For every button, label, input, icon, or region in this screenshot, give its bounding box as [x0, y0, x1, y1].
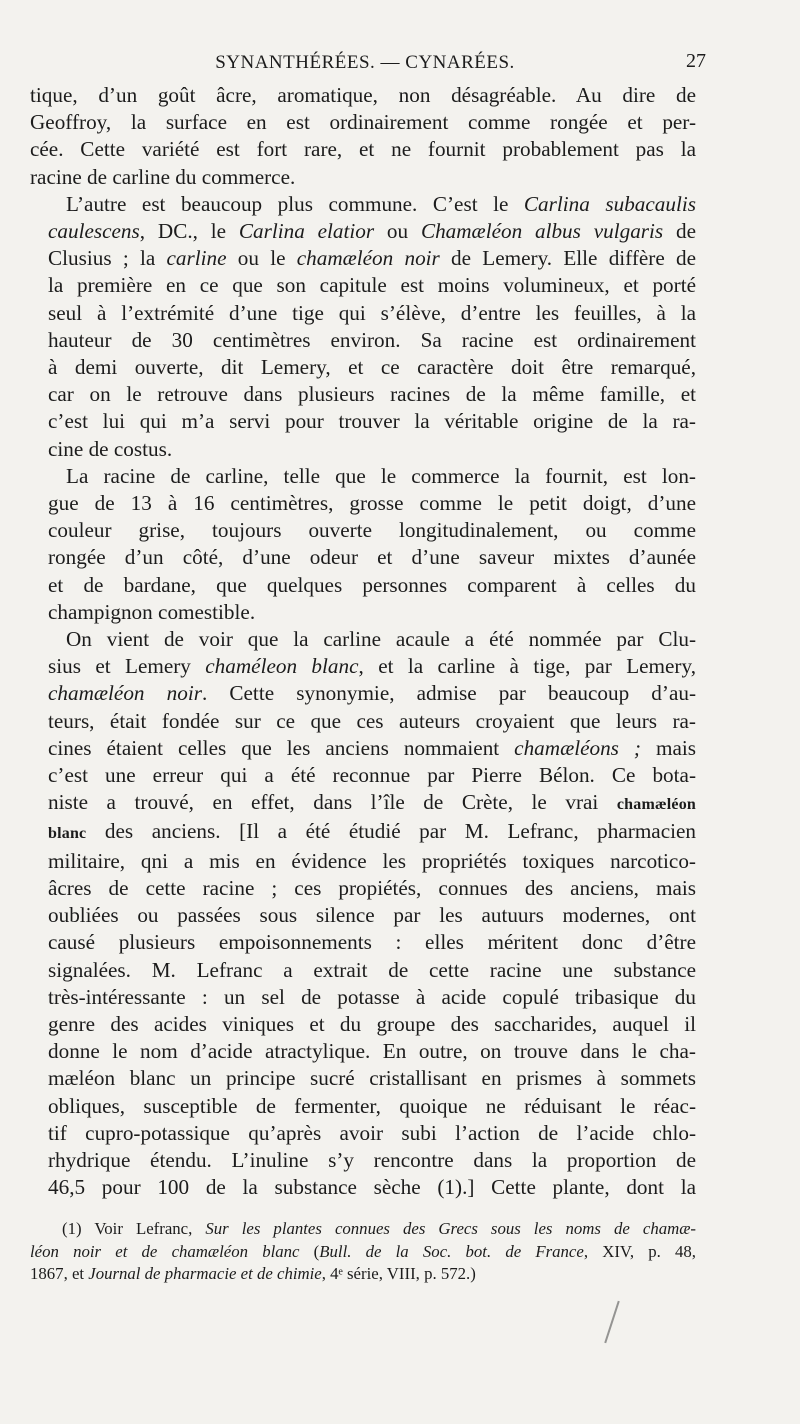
text-line [30, 818, 696, 847]
text-line: cée. Cette variété est fort rare, et ne fournit probablement pas la [30, 137, 696, 162]
italic-term: Chamæléon albus vulgaris [420, 219, 664, 244]
text-line [30, 1218, 696, 1241]
text-segment: , XIV, p. 48, [583, 1241, 696, 1261]
bold-term: blanc [48, 825, 87, 843]
text-segment: , DC., le [139, 219, 239, 244]
running-header [30, 48, 706, 78]
text-line: et de bardane, que quelques personnes comparent à celles du [48, 572, 696, 597]
text-segment: , et la carline à tige, par Lemery, [358, 654, 696, 679]
text-segment: de [663, 219, 696, 244]
text-line: genre des acides viniques et du groupe des saccharides, auquel il [48, 1011, 696, 1036]
text-segment: ou le [226, 246, 297, 271]
text-segment: cines étaient celles que les anciens nommaient [48, 735, 515, 760]
text-segment: mais [640, 735, 696, 760]
body-text [30, 82, 696, 1201]
text-segment: niste a trouvé, en effet, dans l’île de Crète, le vrai [48, 790, 617, 815]
text-segment: L’autre est beaucoup plus commune. C’est le [66, 191, 524, 216]
text-line: très-intéressante : un sel de potasse à acide copulé tribasique du [48, 984, 696, 1009]
text-segment: ou [374, 219, 421, 244]
italic-term: Sur les plantes connues des Grecs sous les noms de chamæ- [205, 1219, 696, 1238]
text-line [30, 1263, 696, 1286]
text-line: tif cupro-potassique qu’après avoir subi l’action de l’acide chlo- [48, 1120, 696, 1145]
text-segment: de Lemery. Elle diffère de [439, 246, 697, 271]
text-line: mæléon blanc un principe sucré cristallisant en prismes à sommets [48, 1066, 696, 1091]
text-segment: 1867, et [30, 1264, 89, 1283]
text-line [30, 245, 696, 272]
text-segment: sius et Lemery [48, 654, 206, 679]
text-line [30, 191, 696, 218]
text-line: gue de 13 à 16 centimètres, grosse comme le petit doigt, d’une [48, 491, 696, 516]
text-line [30, 218, 696, 245]
text-line: signalées. M. Lefranc a extrait de cette racine une substance [48, 957, 696, 982]
pencil-mark [604, 1301, 619, 1343]
italic-term: chamæléons ; [514, 735, 641, 760]
text-line: Geoffroy, la surface en est ordinairement comme rongée et per- [30, 110, 696, 135]
italic-term: Carlina elatior [238, 219, 375, 244]
text-line: tique, d’un goût âcre, aromatique, non désagréable. Au dire de [30, 83, 696, 107]
bold-term: chamæléon [616, 796, 696, 814]
text-line [30, 680, 696, 707]
text-line: 46,5 pour 100 de la substance sèche (1).] Cette plante, dont la [48, 1175, 696, 1200]
text-line: c’est lui qui m’a servi pour trouver la véritable origine de la ra- [48, 409, 696, 434]
text-line: teurs, était fondée sur ce que ces auteurs croyaient que leurs ra- [48, 708, 696, 733]
text-line: rhydrique étendu. L’inuline s’y rencontre dans la proportion de [48, 1147, 696, 1172]
text-line: causé plusieurs empoisonnements : elles méritent donc d’être [48, 930, 696, 955]
italic-term: Bull. de la Soc. bot. de France [319, 1241, 584, 1261]
text-segment: Clusius ; la [48, 246, 167, 271]
paragraph [30, 626, 696, 1201]
text-line: hauteur de 30 centimètres environ. Sa racine est ordinairement [48, 327, 696, 352]
italic-term: Journal de pharmacie et de chimie [88, 1264, 322, 1283]
running-title: SYNANTHÉRÉES. — CYNARÉES. [215, 52, 515, 73]
text-line: la première en ce que son capitule est moins volumineux, et porté [48, 273, 696, 298]
text-line: racine de carline du commerce. [30, 164, 296, 189]
text-line [30, 789, 696, 818]
text-line: car on le retrouve dans plusieurs racines de la même famille, et [48, 382, 696, 407]
italic-term: carline [166, 246, 227, 271]
text-line [30, 653, 696, 680]
italic-term: chamæléon noir [48, 681, 202, 706]
italic-term: caulescens [48, 219, 140, 244]
italic-term: chamæléon noir [296, 246, 440, 271]
text-segment: . Cette synonymie, admise par beaucoup d’au- [201, 681, 697, 706]
text-line: champignon comestible. [48, 599, 256, 624]
text-line [30, 735, 696, 762]
text-line: obliques, susceptible de fermenter, quoique ne réduisant le réac- [48, 1093, 696, 1118]
text-segment: , 4ᵉ série, VIII, p. 572.) [321, 1264, 476, 1283]
text-line: à demi ouverte, dit Lemery, et ce caractère doit être remarqué, [48, 355, 696, 380]
italic-term: léon noir et de chamæléon blanc [30, 1241, 300, 1261]
page-number: 27 [686, 50, 706, 72]
text-segment: (1) Voir Lefranc, [62, 1219, 206, 1238]
italic-term: chaméleon blanc [205, 654, 359, 679]
text-line: c’est une erreur qui a été reconnue par Pierre Bélon. Ce bota- [48, 763, 696, 788]
text-line: seul à l’extrémité d’une tige qui s’élève, d’entre les feuilles, à la [48, 300, 696, 325]
text-line [30, 1241, 696, 1264]
text-line: On vient de voir que la carline acaule a été nommée par Clu- [66, 627, 696, 652]
text-line: militaire, qni a mis en évidence les propriétés toxiques narcotico- [48, 848, 696, 873]
text-line: âcres de cette racine ; ces propiétés, connues des anciens, mais [48, 875, 696, 900]
footnote [30, 1218, 696, 1286]
paragraph [30, 191, 696, 463]
italic-term: Carlina subacaulis [523, 191, 696, 216]
text-segment: des anciens. [Il a été étudié par M. Lefranc, pharmacien [86, 819, 696, 844]
text-line: donne le nom d’acide atractylique. En outre, on trouve dans le cha- [48, 1039, 696, 1064]
text-line: cine de costus. [48, 436, 173, 461]
text-line: La racine de carline, telle que le commerce la fournit, est lon- [66, 463, 696, 488]
text-segment: ( [299, 1241, 320, 1261]
paragraph [30, 82, 696, 191]
paragraph [30, 463, 696, 626]
text-line: rongée d’un côté, d’une odeur et d’une saveur mixtes d’aunée [48, 545, 696, 570]
text-line: couleur grise, toujours ouverte longitudinalement, ou comme [48, 518, 696, 543]
text-line: oubliées ou passées sous silence par les autuurs modernes, ont [48, 903, 696, 928]
